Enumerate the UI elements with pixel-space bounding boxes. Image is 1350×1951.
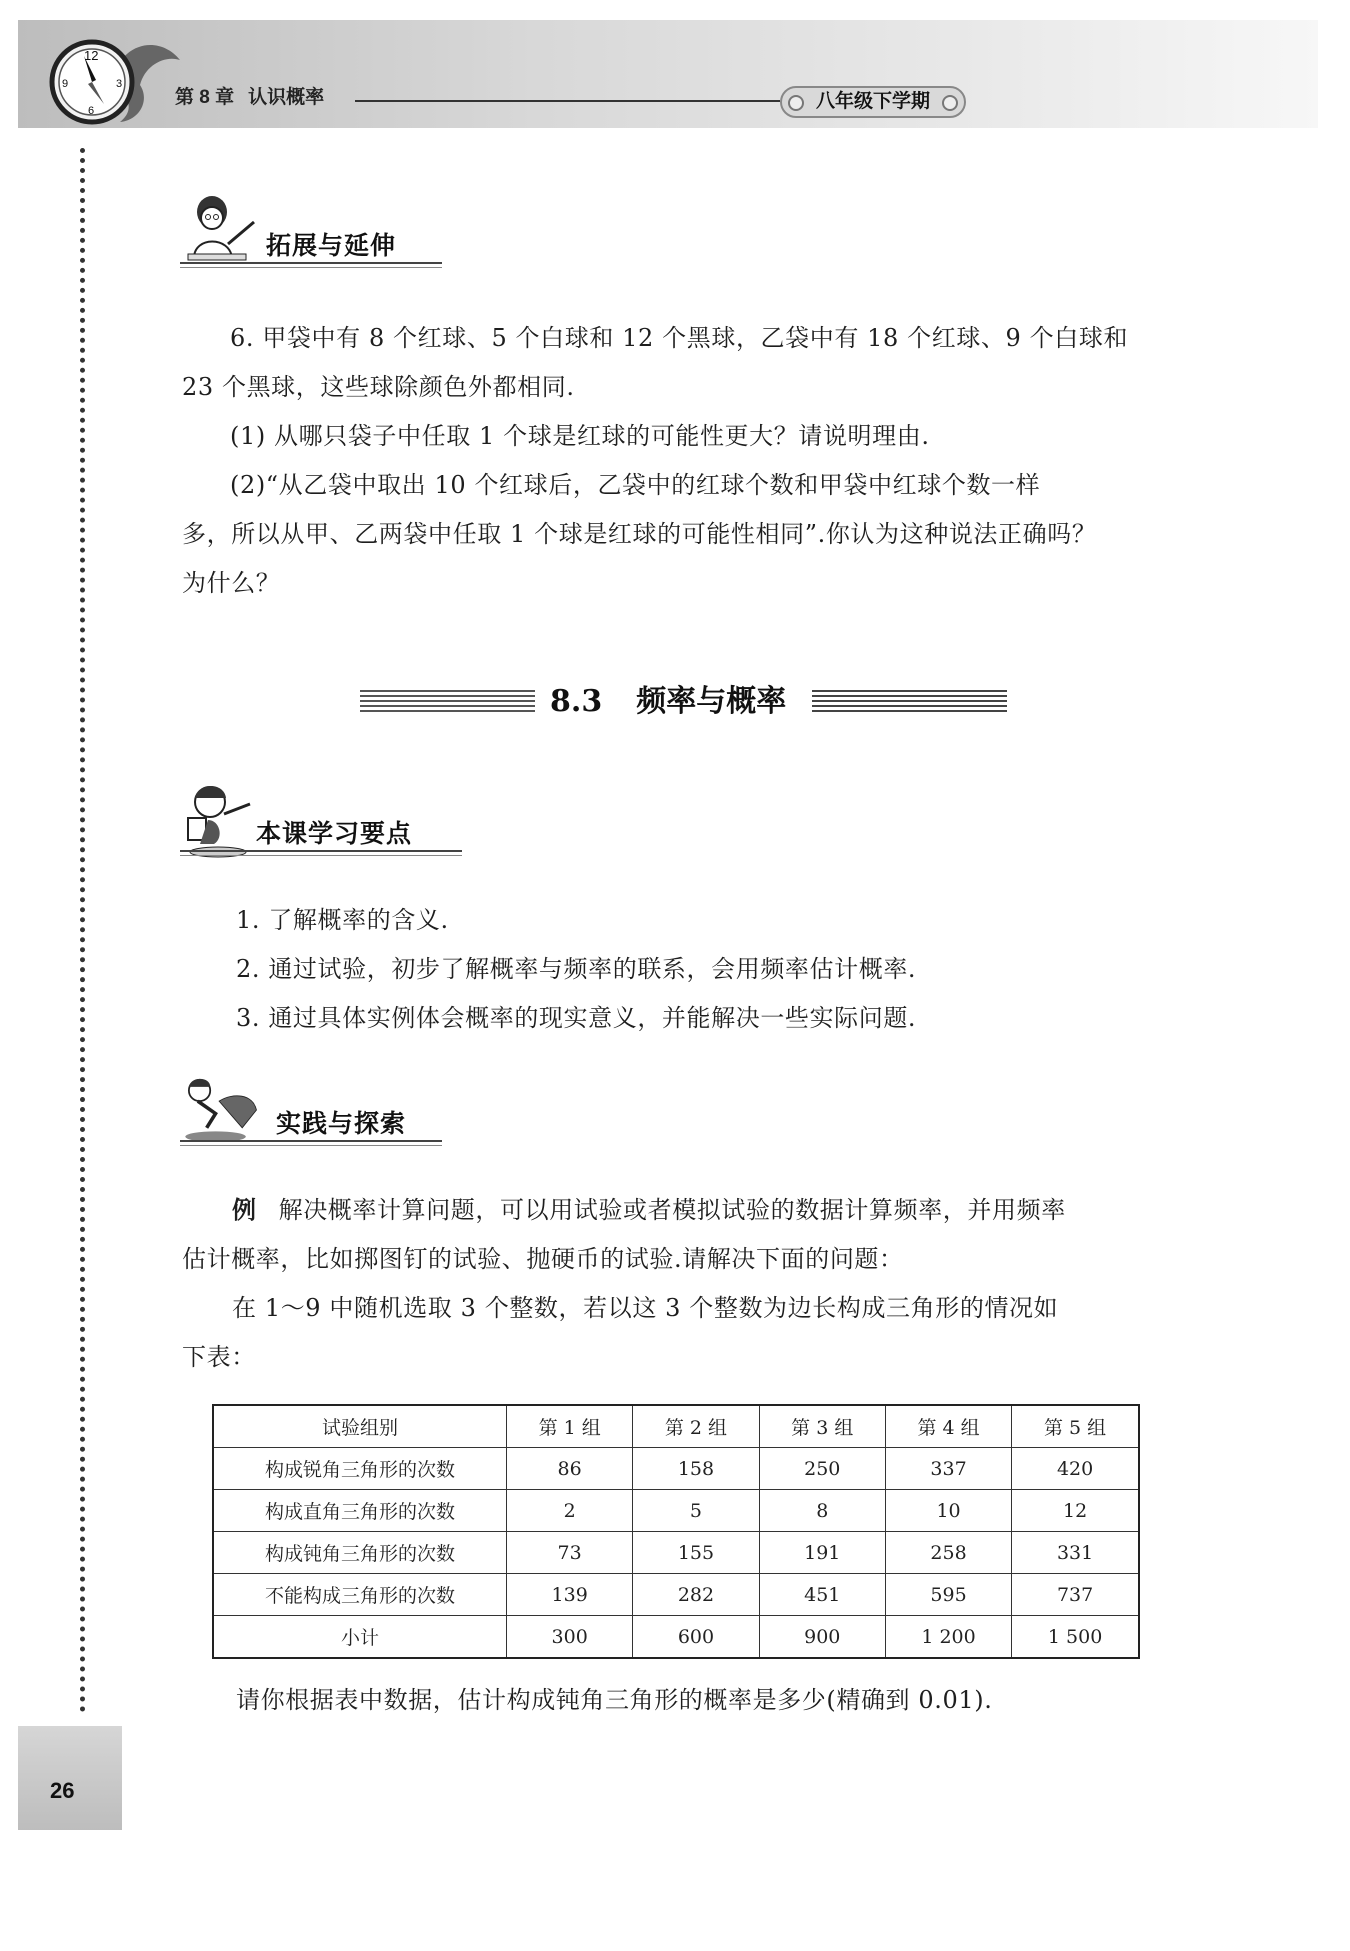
section-underline (180, 1140, 442, 1142)
problem-6-line-2: 23 个黑球，这些球除颜色外都相同. (182, 373, 575, 401)
table-row (213, 1532, 1139, 1574)
grade-label: 八年级下学期 (816, 91, 931, 112)
table-cell: 1 500 (1012, 1616, 1139, 1659)
header-rule (355, 100, 780, 102)
table-header-cell: 第 3 组 (759, 1405, 885, 1448)
table-cell: 250 (759, 1448, 885, 1490)
table-cell: 73 (507, 1532, 633, 1574)
section-underline (180, 1145, 442, 1146)
table-cell: 331 (1012, 1532, 1139, 1574)
margin-dots (80, 148, 85, 1713)
table-header-cell: 第 1 组 (507, 1405, 633, 1448)
table-cell: 155 (633, 1532, 759, 1574)
table-header-cell: 第 2 组 (633, 1405, 759, 1448)
pill-dot-icon (942, 95, 958, 111)
chapter-heading (175, 82, 324, 109)
chapter-number: 第 8 章 (175, 87, 235, 108)
table-cell: 86 (507, 1448, 633, 1490)
section-8-3-heading (360, 676, 1010, 726)
svg-text:9: 9 (62, 78, 69, 90)
table-cell: 8 (759, 1490, 885, 1532)
problem-6-question-2-line-1: (2)“从乙袋中取出 10 个红球后，乙袋中的红球个数和甲袋中红球个数一样 (230, 471, 1041, 499)
page-header (18, 20, 1318, 128)
section-underline (180, 262, 442, 264)
table-row (213, 1448, 1139, 1490)
clock-logo-icon (40, 30, 190, 130)
table-cell: 900 (759, 1616, 885, 1659)
svg-text:3: 3 (116, 78, 123, 90)
chapter-title: 认识概率 (248, 87, 325, 108)
table-cell: 2 (507, 1490, 633, 1532)
teacher-icon (180, 192, 260, 272)
table-cell: 282 (633, 1574, 759, 1616)
example-line-1 (232, 1190, 1066, 1225)
table-row (213, 1616, 1139, 1659)
table-cell: 10 (885, 1490, 1011, 1532)
runner-icon (180, 1070, 260, 1150)
section-key-points (180, 780, 462, 860)
triangle-data-table (212, 1404, 1140, 1659)
table-cell: 451 (759, 1574, 885, 1616)
table-header-cell: 试验组别 (213, 1405, 507, 1448)
problem-6-question-2-line-2: 多，所以从甲、乙两袋中任取 1 个球是红球的可能性相同”.你认为这种说法正确吗？ (182, 520, 1097, 548)
table-cell: 595 (885, 1574, 1011, 1616)
table-cell: 337 (885, 1448, 1011, 1490)
header-band (18, 20, 1318, 128)
table-cell: 600 (633, 1616, 759, 1659)
page-number: 26 (50, 1778, 75, 1803)
section-title (550, 676, 786, 720)
example-label: 例 (232, 1195, 257, 1224)
table-cell: 构成直角三角形的次数 (213, 1490, 507, 1532)
section-extension (180, 192, 442, 272)
pill-dot-icon (788, 95, 804, 111)
table-header-row (213, 1405, 1139, 1448)
section-label: 实践与探索 (276, 1110, 407, 1138)
svg-text:12: 12 (84, 48, 99, 63)
section-underline (180, 267, 442, 268)
title-stripes-left (360, 690, 535, 712)
section-underline (180, 850, 462, 852)
table-header-cell: 第 5 组 (1012, 1405, 1139, 1448)
grade-badge (780, 86, 966, 118)
table-cell: 不能构成三角形的次数 (213, 1574, 507, 1616)
table-cell: 191 (759, 1532, 885, 1574)
example-line-4: 下表： (182, 1343, 256, 1371)
section-practice (180, 1070, 442, 1150)
table-cell: 158 (633, 1448, 759, 1490)
section-label: 拓展与延伸 (266, 232, 397, 260)
section-name: 频率与概率 (636, 684, 787, 719)
table-cell: 12 (1012, 1490, 1139, 1532)
table-cell: 420 (1012, 1448, 1139, 1490)
key-point-3: 3. 通过具体实例体会概率的现实意义，并能解决一些实际问题. (236, 1004, 917, 1032)
key-point-1: 1. 了解概率的含义. (236, 906, 449, 934)
example-line-2: 估计概率，比如掷图钉的试验、抛硬币的试验.请解决下面的问题： (182, 1245, 904, 1273)
table-cell: 300 (507, 1616, 633, 1659)
table-header-cell: 第 4 组 (885, 1405, 1011, 1448)
student-icon (180, 780, 260, 860)
table-cell: 小计 (213, 1616, 507, 1659)
section-underline (180, 855, 462, 856)
table-row (213, 1490, 1139, 1532)
table-cell: 构成锐角三角形的次数 (213, 1448, 507, 1490)
key-point-2: 2. 通过试验，初步了解概率与频率的联系，会用频率估计概率. (236, 955, 917, 983)
example-line-3: 在 1～9 中随机选取 3 个整数，若以这 3 个整数为边长构成三角形的情况如 (232, 1294, 1059, 1322)
table-cell: 139 (507, 1574, 633, 1616)
table-cell: 5 (633, 1490, 759, 1532)
example-question: 请你根据表中数据，估计构成钝角三角形的概率是多少(精确到 0.01). (236, 1686, 993, 1714)
section-label: 本课学习要点 (256, 820, 413, 848)
table-cell: 258 (885, 1532, 1011, 1574)
problem-6-question-1: (1) 从哪只袋子中任取 1 个球是红球的可能性更大？请说明理由. (230, 422, 930, 450)
table-cell: 构成钝角三角形的次数 (213, 1532, 507, 1574)
title-stripes-right (812, 690, 1007, 712)
problem-6-question-2-line-3: 为什么？ (182, 569, 281, 597)
svg-text:6: 6 (88, 105, 95, 117)
section-number: 8.3 (550, 684, 603, 719)
table-cell: 737 (1012, 1574, 1139, 1616)
problem-6-line-1: 6. 甲袋中有 8 个红球、5 个白球和 12 个黑球，乙袋中有 18 个红球、9 个白球和 (230, 324, 1129, 352)
table-row (213, 1574, 1139, 1616)
table-cell: 1 200 (885, 1616, 1011, 1659)
example-text: 解决概率计算问题，可以用试验或者模拟试验的数据计算频率，并用频率 (278, 1196, 1066, 1224)
